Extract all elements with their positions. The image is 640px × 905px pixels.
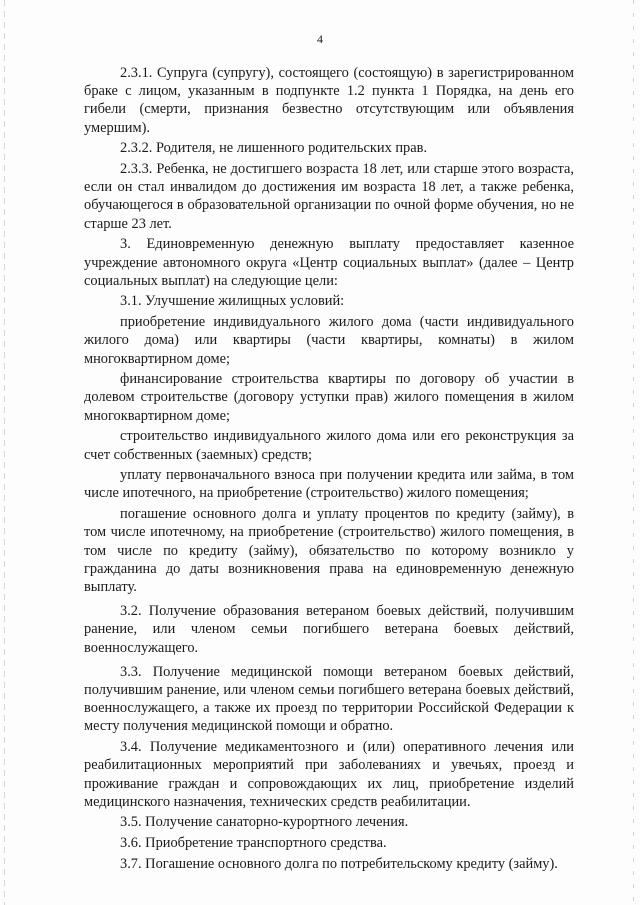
page-number: 4 (317, 32, 323, 46)
list-item-financing-construction: финансирование строительства квартиры по договору об участии в долевом строительстве (договору уступки прав) жилого помещения в жилом многоквартирном доме; (84, 371, 574, 424)
list-item-house-construction: строительство индивидуального жилого дома или его реконструкция за счет собственных (заемных) средств; (84, 428, 574, 463)
list-item-initial-payment: уплату первоначального взноса при получении кредита или займа, в том числе ипотечного, на приобретение (строительство) жилого помещения; (84, 467, 574, 502)
paragraph-3-2: 3.2. Получение образования ветераном боевых действий, получившим ранение, или членом семьи погибшего ветерана боевых действий, военнослужащего. (84, 603, 574, 656)
paragraph-3-5: 3.5. Получение санаторно-курортного лечения. (120, 814, 409, 831)
scan-edge-right (633, 0, 634, 905)
paragraph-2-3-1: 2.3.1. Супруга (супругу), состоящего (состоящую) в зарегистрированном браке с лицом, указанным в подпункте 1.2 пункта 1 Порядка, на день его гибели (смерти, признания безвестно отсутствующим или объявления умершим). (84, 65, 574, 136)
paragraph-3: 3. Единовременную денежную выплату предоставляет казенное учреждение автономного округа «Центр социальных выплат» (далее – Центр социальных выплат) на следующие цели: (84, 236, 574, 289)
paragraph-3-1: 3.1. Улучшение жилищных условий: (120, 293, 345, 310)
paragraph-3-7: 3.7. Погашение основного долга по потребительскому кредиту (займу). (120, 855, 558, 872)
list-item-purchase-house: приобретение индивидуального жилого дома (части индивидуального жилого дома) или квартиры (части квартиры, комнаты) в жилом многоквартирном доме; (84, 314, 574, 367)
paragraph-3-4: 3.4. Получение медикаментозного и (или) оперативного лечения или реабилитационных мероприятий при заболеваниях и увечьях, проезд и проживание граждан и сопровождающих их лиц, приобретение изделий медицинского назначения, технических средств реабилитации. (84, 739, 574, 810)
list-item-loan-repayment: погашение основного долга и уплату процентов по кредиту (займу), в том числе ипотечному, на приобретение (строительство) жилого помещения, в том числе по кредиту (займу), обязательство по которому возникло у гражданина до даты возникновения права на единовременную денежную выплату. (84, 506, 574, 595)
document-body (84, 64, 574, 873)
paragraph-2-3-3: 2.3.3. Ребенка, не достигшего возраста 18 лет, или старше этого возраста, если он стал инвалидом до достижения им возраста 18 лет, а также ребенка, обучающегося в образовательной организации по очной форме обучения, но не старше 23 лет. (84, 161, 574, 232)
paragraph-3-6: 3.6. Приобретение транспортного средства. (120, 835, 387, 852)
paragraph-2-3-2: 2.3.2. Родителя, не лишенного родительских прав. (120, 140, 428, 157)
paragraph-3-3: 3.3. Получение медицинской помощи ветераном боевых действий, получившим ранение, или членом семьи погибшего ветерана боевых действий, военнослужащего, а также их проезд по территории Российской Федерации к месту получения медицинской помощи и обратно. (84, 663, 574, 735)
scan-edge-left (4, 0, 5, 905)
